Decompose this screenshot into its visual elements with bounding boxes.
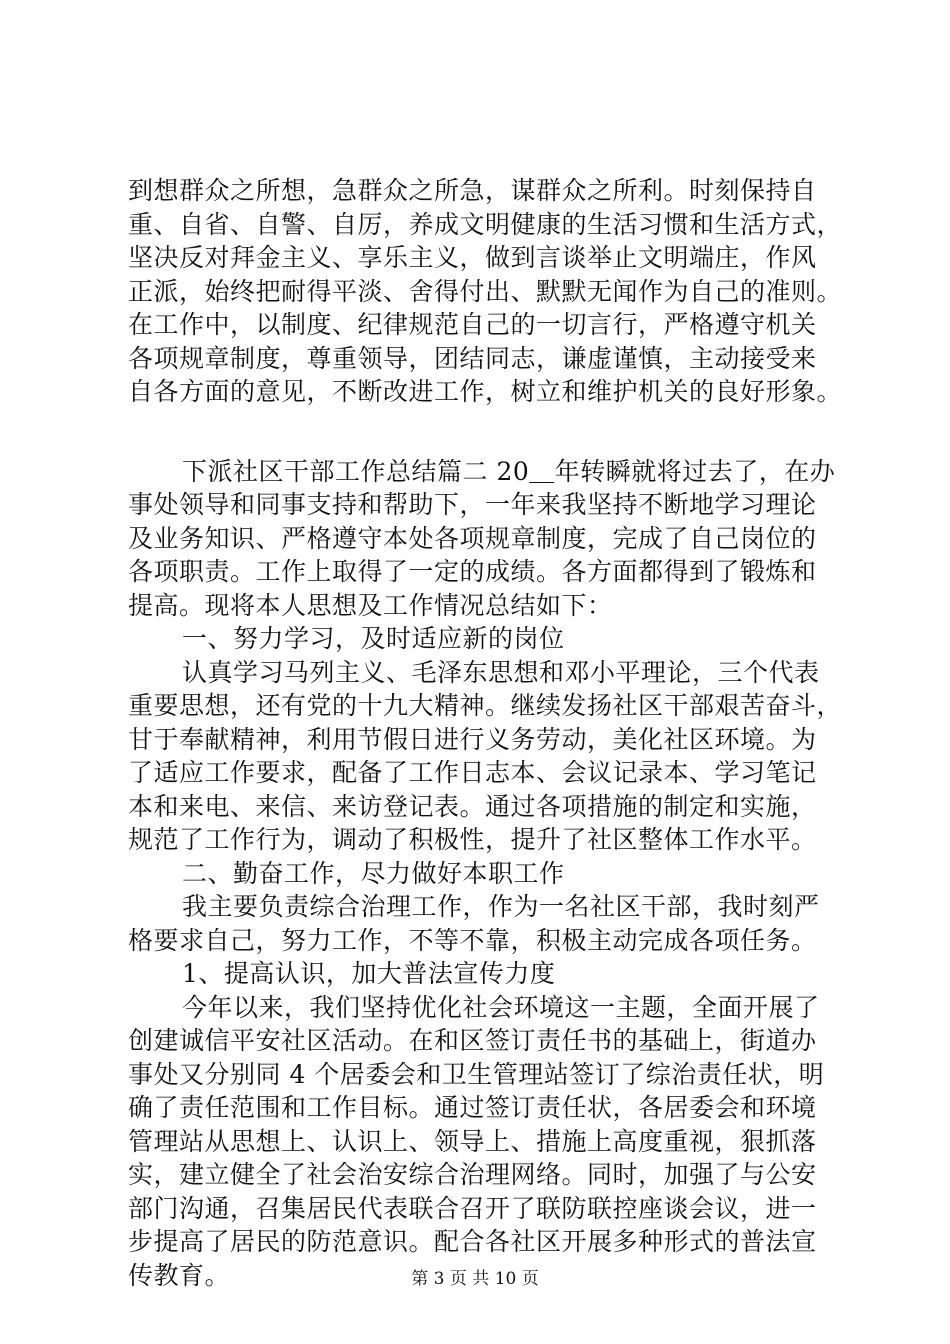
page-footer: 第 3 页 共 10 页 [411, 1269, 539, 1289]
text-line: 甘于奉献精神，利用节假日进行义务劳动，美化社区环境。为 [128, 724, 817, 754]
text-line: 了适应工作要求，配备了工作日志本、会议记录本、学习笔记 [128, 758, 817, 787]
section-heading: 一、努力学习，及时适应新的岗位 [182, 624, 565, 653]
paragraph-2 [128, 455, 836, 623]
section-heading: 二、勤奋工作，尽力做好本职工作 [182, 858, 565, 888]
text-line: 自各方面的意见，不断改进工作，树立和维护机关的良好形象。 [128, 377, 843, 406]
text-line: 部门沟通，召集居民代表联合召开了联防联控座谈会议，进一 [128, 1193, 817, 1223]
text-line: 步提高了居民的防范意识。配合各社区开展多种形式的普法宣 [128, 1227, 817, 1256]
paragraph-4 [128, 890, 833, 957]
text-line: 下派社区干部工作总结篇二 20＿年转瞬就将过去了，在办 [182, 456, 836, 486]
text-line: 今年以来，我们坚持优化社会环境这一主题，全面开展了 [182, 992, 820, 1022]
text-line: 在工作中，以制度、纪律规范自己的一切言行，严格遵守机关 [128, 310, 817, 339]
text-line: 认真学习马列主义、毛泽东思想和邓小平理论，三个代表 [182, 657, 820, 687]
document-body [128, 174, 843, 1292]
text-line: 本和来电、来信、来访登记表。通过各项措施的制定和实施， [128, 791, 817, 821]
text-line: 正派，始终把耐得平淡、舍得付出、默默无闻作为自己的准则。 [128, 276, 843, 306]
paragraph-3 [128, 656, 843, 857]
text-line: 规范了工作行为，调动了积极性，提升了社区整体工作水平。 [128, 825, 817, 854]
subsection-heading: 1、提高认识，加大普法宣传力度 [182, 959, 556, 988]
text-line: 管理站从思想上、认识上、领导上、措施上高度重视，狠抓落 [128, 1126, 817, 1156]
text-line: 重要思想，还有党的十九大精神。继续发扬社区干部艰苦奋斗， [128, 691, 843, 720]
paragraph-5 [128, 991, 833, 1293]
text-line: 格要求自己，努力工作，不等不靠，积极主动完成各项任务。 [128, 925, 817, 955]
text-line: 提高。现将本人思想及工作情况总结如下： [128, 590, 613, 620]
text-line: 到想群众之所想，急群众之所急，谋群众之所利。时刻保持自 [128, 176, 817, 205]
text-line: 各项职责。工作上取得了一定的成绩。各方面都得到了锻炼和 [128, 557, 817, 586]
text-line: 创建诚信平安社区活动。在和区签订责任书的基础上，街道办 [128, 1026, 817, 1055]
text-line: 实，建立健全了社会治安综合治理网络。同时，加强了与公安 [128, 1160, 817, 1189]
text-line: 事处又分别同 4 个居委会和卫生管理站签订了综治责任状，明 [128, 1059, 825, 1089]
text-line: 坚决反对拜金主义、享乐主义，做到言谈举止文明端庄，作风 [128, 243, 817, 272]
text-line: 事处领导和同事支持和帮助下，一年来我坚持不断地学习理论 [128, 490, 817, 519]
paragraph-spacer [128, 409, 833, 455]
text-line: 传教育。 [128, 1260, 231, 1290]
text-line: 及业务知识、严格遵守本处各项规章制度，完成了自己岗位的 [128, 523, 817, 553]
text-line: 我主要负责综合治理工作，作为一名社区干部，我时刻严 [182, 892, 820, 921]
text-line: 重、自省、自警、自厉，养成文明健康的生活习惯和生活方式， [128, 209, 843, 239]
paragraph-1 [128, 174, 843, 409]
text-line: 确了责任范围和工作目标。通过签订责任状，各居委会和环境 [128, 1093, 817, 1122]
text-line: 各项规章制度，尊重领导，团结同志，谦虚谨慎，主动接受来 [128, 343, 817, 373]
